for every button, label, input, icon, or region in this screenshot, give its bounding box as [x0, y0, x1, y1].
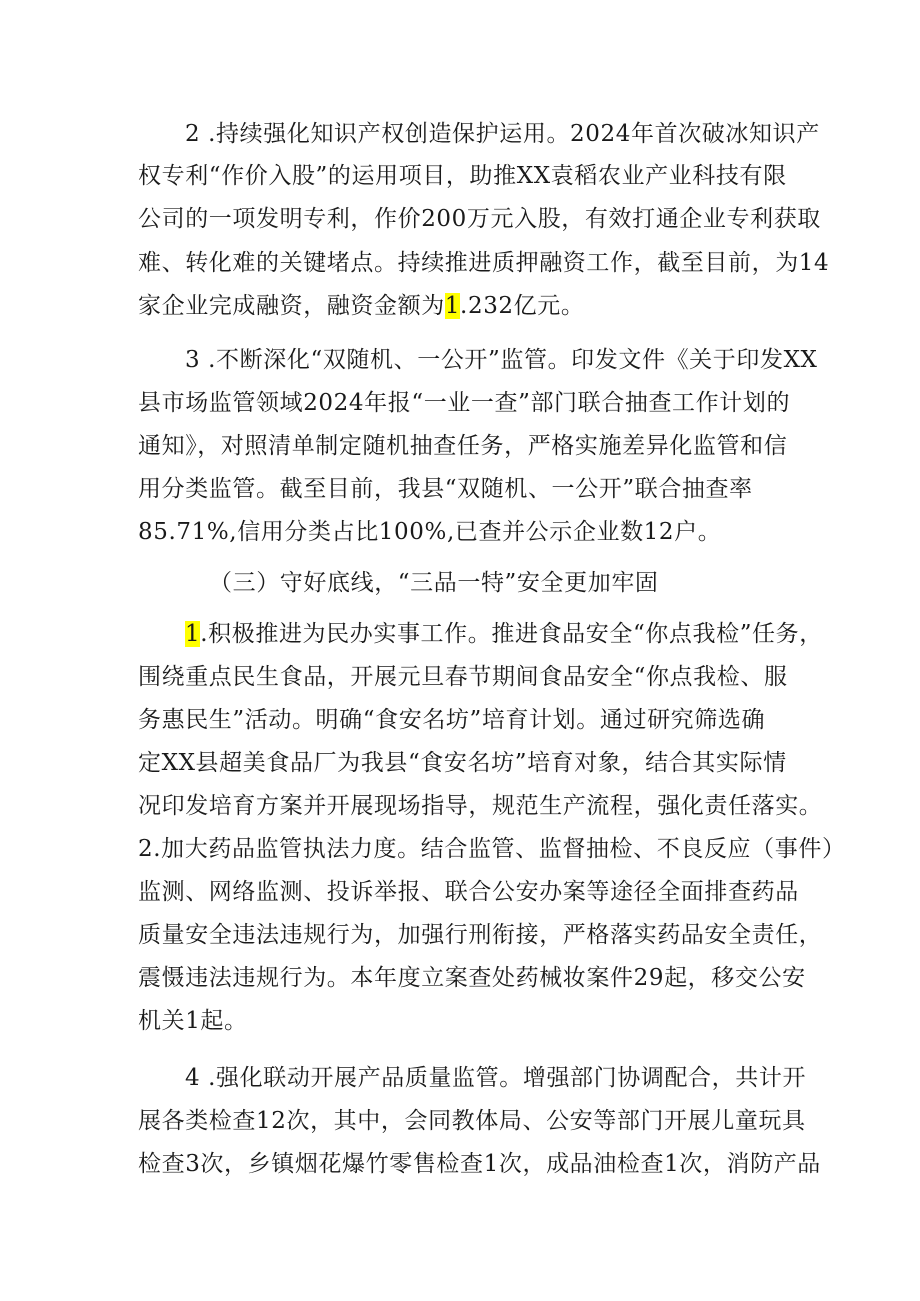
paragraph-line: 质量安全违法违规行为，加强行刑衔接，严格落实药品安全责任，: [138, 922, 823, 948]
paragraph-line: 用分类监管。截至目前，我县“双随机、一公开”联合抽查率: [138, 476, 753, 502]
line-text: .232亿元。: [460, 293, 585, 319]
paragraph-line: 3 .不断深化“双随机、一公开”监管。印发文件《关于印发XX: [185, 347, 818, 373]
paragraph-line: 检查3次，乡镇烟花爆竹零售检查1次，成品油检查1次，消防产品: [138, 1151, 821, 1177]
paragraph-line: 定XX县超美食品厂为我县“食安名坊”培育对象，结合其实际情: [138, 750, 787, 776]
paragraph-line: 85.71%,信用分类占比100%,已查并公示企业数12户。: [138, 519, 722, 545]
paragraph-line: 况印发培育方案并开展现场指导，规范生产流程，强化责任落实。: [138, 793, 823, 819]
paragraph-line: 震慑违法违规行为。本年度立案查处药械妆案件29起，移交公安: [138, 965, 806, 991]
paragraph-line: 围绕重点民生食品，开展元旦春节期间食品安全“你点我检、服: [138, 664, 788, 690]
paragraph-line: 难、转化难的关键堵点。持续推进质押融资工作，截至目前，为14: [138, 250, 830, 276]
paragraph-line: 县市场监管领域2024年报“一业一查”部门联合抽查工作计划的: [138, 390, 791, 416]
paragraph-line: 展各类检查12次，其中，会同教体局、公安等部门开展儿童玩具: [138, 1108, 806, 1134]
paragraph-line: [185, 619, 823, 649]
paragraph-line: 权专利“作价入股”的运用项目，助推XX袁稻农业产业科技有限: [138, 163, 787, 189]
highlighted-text: 1: [185, 621, 201, 647]
paragraph-line: 2.加大药品监管执法力度。结合监管、监督抽检、不良反应（事件）: [138, 836, 846, 862]
paragraph-line: 2 .持续强化知识产权创造保护运用。2024年首次破冰知识产: [185, 121, 820, 147]
section-heading: （三）守好底线，“三品一特”安全更加牢固: [209, 570, 659, 596]
paragraph-line: 机关1起。: [138, 1008, 248, 1034]
paragraph-line: [138, 291, 584, 321]
line-text: .积极推进为民办实事工作。推进食品安全“你点我检”任务，: [200, 621, 823, 647]
line-text: 家企业完成融资，融资金额为: [138, 293, 445, 319]
highlighted-text: 1: [444, 293, 461, 319]
paragraph-line: 公司的一项发明专利，作价200万元入股，有效打通企业专利获取: [138, 206, 821, 232]
paragraph-line: 务惠民生”活动。明确“食安名坊”培育计划。通过研究筛选确: [138, 707, 766, 733]
paragraph-line: 监测、网络监测、投诉举报、联合公安办案等途径全面排查药品: [138, 879, 799, 905]
paragraph-line: 4 .强化联动开展产品质量监管。增强部门协调配合，共计开: [185, 1065, 807, 1091]
paragraph-line: 通知》，对照清单制定随机抽查任务，严格实施差异化监管和信: [138, 433, 788, 459]
